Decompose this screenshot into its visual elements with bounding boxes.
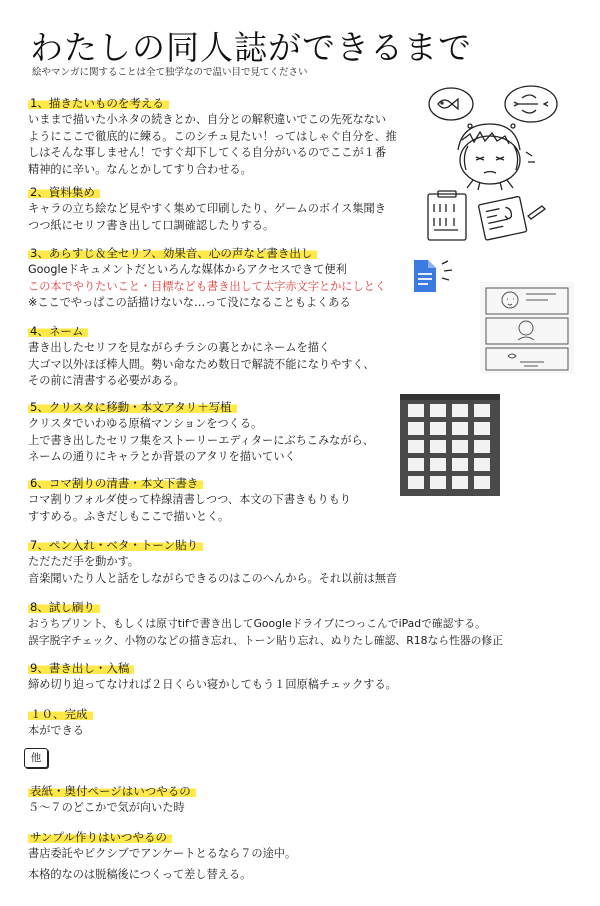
body-line: 精神的に辛い。なんとかしてすり合わせる。 — [28, 162, 252, 176]
body-line: しはそんな事しません！ですぐ却下してくる自分がいるのでここが１番 — [28, 146, 387, 159]
manuscript-page-thumbnail — [408, 440, 424, 453]
section-heading: 表紙・奥付ページはいつやるの — [28, 784, 196, 799]
section-heading: サンプル作りはいつやるの — [28, 830, 172, 845]
manuscript-page-thumbnail — [474, 476, 490, 489]
body-line: ５〜７のどこかで気が向いた時 — [28, 801, 185, 814]
section-heading: 2、資料集め — [28, 185, 100, 200]
section-10 — [28, 703, 588, 740]
manuscript-page-thumbnail — [452, 404, 468, 417]
other-label: 他 — [24, 748, 48, 768]
section-6 — [28, 472, 588, 525]
manuscript-page-thumbnail — [430, 404, 446, 417]
body-line: 書き出したセリフを見ながらチラシの裏とかにネームを描く — [28, 341, 331, 354]
manuscript-page-thumbnail — [430, 422, 446, 435]
section-5 — [28, 396, 588, 466]
manuscript-page-thumbnail — [452, 458, 468, 471]
body-line: ただただ手を動かす。 — [28, 555, 139, 568]
body-line: おうちプリント、もしくは原寸tifで書き出してGoogleドライブにつっこんでiPadで確認する。 — [28, 617, 486, 630]
body-line: 締め切り迫ってなければ２日くらい寝かしてもう１回原稿チェックする。 — [28, 678, 397, 691]
reference-sheets-illustration — [424, 190, 549, 245]
thinking-character-illustration — [418, 78, 568, 193]
section-heading: 6、コマ割りの清書・本文下書き — [28, 476, 203, 491]
body-line: 本格的なのは脱稿後につくって差し替える。 — [28, 867, 252, 881]
body-line: 本ができる — [28, 724, 84, 737]
manuscript-page-thumbnail — [474, 440, 490, 453]
page-title: わたしの同人誌ができるまで — [30, 28, 472, 67]
section-heading: 5、クリスタに移動・本文アタリ＋写植 — [28, 400, 237, 415]
body-line: Googleドキュメントだといろんな媒体からアクセスできて便利 — [28, 263, 347, 276]
body-line: キャラの立ち絵など見やすく集めて印刷したり、ゲームのボイス集聞き — [28, 202, 386, 215]
manuscript-page-thumbnail — [452, 440, 468, 453]
body-line: いままで描いた小ネタの続きとか、自分との解釈違いでこの先死なない — [28, 113, 387, 126]
manuscript-page-thumbnail — [408, 422, 424, 435]
body-line: 上で書き出したセリフ集をストーリーエディターにぶちこみながら、 — [28, 433, 374, 447]
body-line: 誤字脱字チェック、小物のなどの描き忘れ、トーン貼り忘れ、ぬりたし確認、R18なら性器の修正 — [28, 633, 504, 647]
manuscript-page-thumbnail — [430, 440, 446, 453]
body-line: その前に清書する必要がある。 — [28, 374, 185, 387]
body-line: 大ゴマ以外ほぼ棒人間。勢い命なため数日で解読不能になりやすく、 — [28, 357, 375, 371]
body-line: すすめる。ふきだしもここで描いとく。 — [28, 509, 230, 523]
other-section-1 — [28, 780, 588, 817]
red-emphasis-line: この本でやりたいこと・目標なども書き出して太字赤文字とかにしとく — [28, 279, 387, 293]
manuscript-page-thumbnail — [430, 476, 446, 489]
manuscript-page-thumbnail — [408, 476, 424, 489]
section-heading: 4、ネーム — [28, 324, 88, 339]
section-heading: 9、書き出し・入稿 — [28, 661, 134, 676]
body-line: クリスタでいわゆる原稿マンションをつくる。 — [28, 417, 263, 430]
manuscript-page-thumbnail — [452, 422, 468, 435]
body-line: ようにここで徹底的に練る。このシチュ見たい！ってはしゃぐ自分を、推 — [28, 129, 397, 143]
section-heading: 7、ペン入れ・ベタ・トーン貼り — [28, 538, 203, 553]
manuscript-page-thumbnail — [474, 404, 490, 417]
section-heading: 1、描きたいものを考える — [28, 96, 169, 111]
body-line: 書店委託やピクシブでアンケートとるなら７の途中。 — [28, 847, 297, 860]
manuscript-page-thumbnail — [408, 458, 424, 471]
storyboard-sketch-image — [480, 282, 574, 374]
body-line: ネームの通りにキャラとか背景のアタリを描いていく — [28, 450, 296, 463]
manuscript-pages-screenshot — [400, 394, 500, 496]
section-heading: 3、あらすじ＆全セリフ、効果音、心の声など書き出し — [28, 246, 317, 261]
section-7 — [28, 534, 588, 587]
manuscript-page-thumbnail — [408, 404, 424, 417]
body-line: コマ割りフォルダ使って枠線清書しつつ、本文の下書きもりもり — [28, 493, 351, 506]
manuscript-page-thumbnail — [430, 458, 446, 471]
section-heading: 8、試し刷り — [28, 600, 100, 615]
page-subtitle: 絵やマンガに関することは全て独学なので温い目で見てください — [32, 67, 308, 78]
section-9 — [28, 657, 588, 694]
manuscript-page-thumbnail — [474, 458, 490, 471]
body-line: 音楽聞いたり人と話をしながらできるのはこのへんから。それ以前は無音 — [28, 571, 398, 585]
manuscript-page-thumbnail — [474, 422, 490, 435]
manuscript-page-thumbnail — [452, 476, 468, 489]
section-8 — [28, 596, 588, 649]
other-section-2 — [28, 826, 588, 883]
body-line: ※ここでやっぱこの話描けないな…って没になることもよくある — [28, 296, 351, 309]
section-heading: １０、完成 — [28, 707, 93, 722]
document-icon — [410, 258, 462, 296]
body-line: つつ紙にセリフ書き出して口調確認したりする。 — [28, 218, 275, 232]
